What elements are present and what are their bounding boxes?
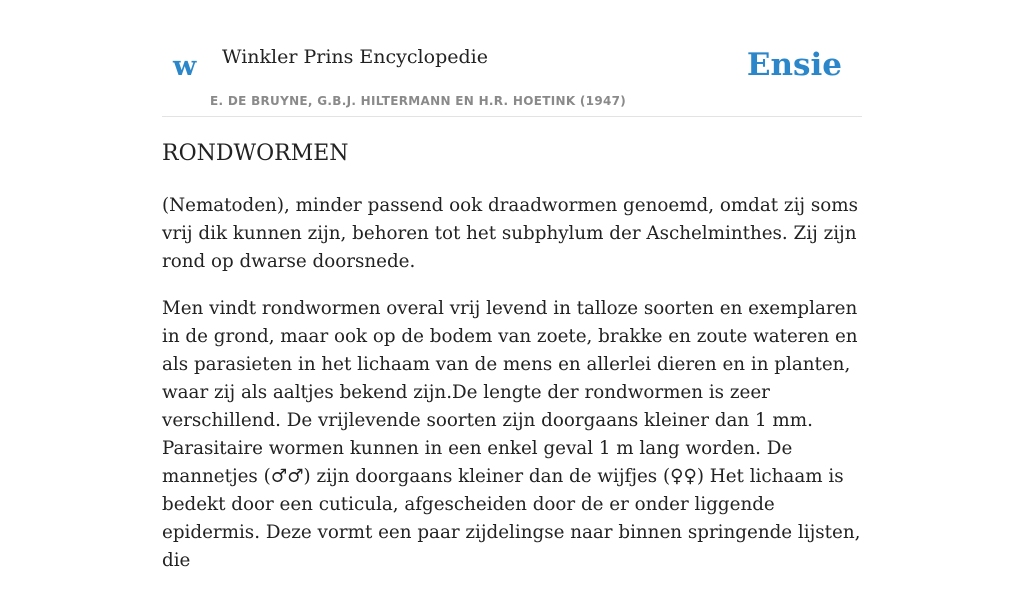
header (162, 0, 862, 117)
publication-title[interactable]: Winkler Prins Encyclopedie (222, 46, 488, 68)
article-paragraph: Men vindt rondwormen overal vrij levend in talloze soorten en exemplaren in de grond, maar ook op de bodem van zoete, brakke en zoute wateren en als parasieten in het lichaam van de mens en allerlei dieren en in planten, waar zij als aaltjes bekend zijn.De lengte der rondwormen is zeer verschillend. De vrijlevende soorten zijn doorgaans kleiner dan 1 mm. Parasitaire wormen kunnen in een enkel geval 1 m lang worden. De mannetjes (♂♂) zijn doorgaans kleiner dan de wijfjes (♀♀) Het lichaam is bedekt door een cuticula, afgescheiden door de er onder liggende epidermis. Deze vormt een paar zijdelingse naar binnen springende lijsten, die (162, 298, 861, 571)
article-body (162, 192, 867, 594)
article-paragraph: (Nematoden), minder passend ook draadwormen genoemd, omdat zij soms vrij dik kunnen zijn, behoren tot het subphylum der Aschelminthes. Zij zijn rond op dwarse doorsnede. (162, 195, 858, 272)
article-title: RONDWORMEN (162, 141, 349, 166)
publication-authors: E. DE BRUYNE, G.B.J. HILTERMANN EN H.R. HOETINK (1947) (210, 94, 627, 108)
publication-logo[interactable]: w (173, 51, 197, 82)
brand-logo[interactable]: Ensie (746, 47, 842, 83)
